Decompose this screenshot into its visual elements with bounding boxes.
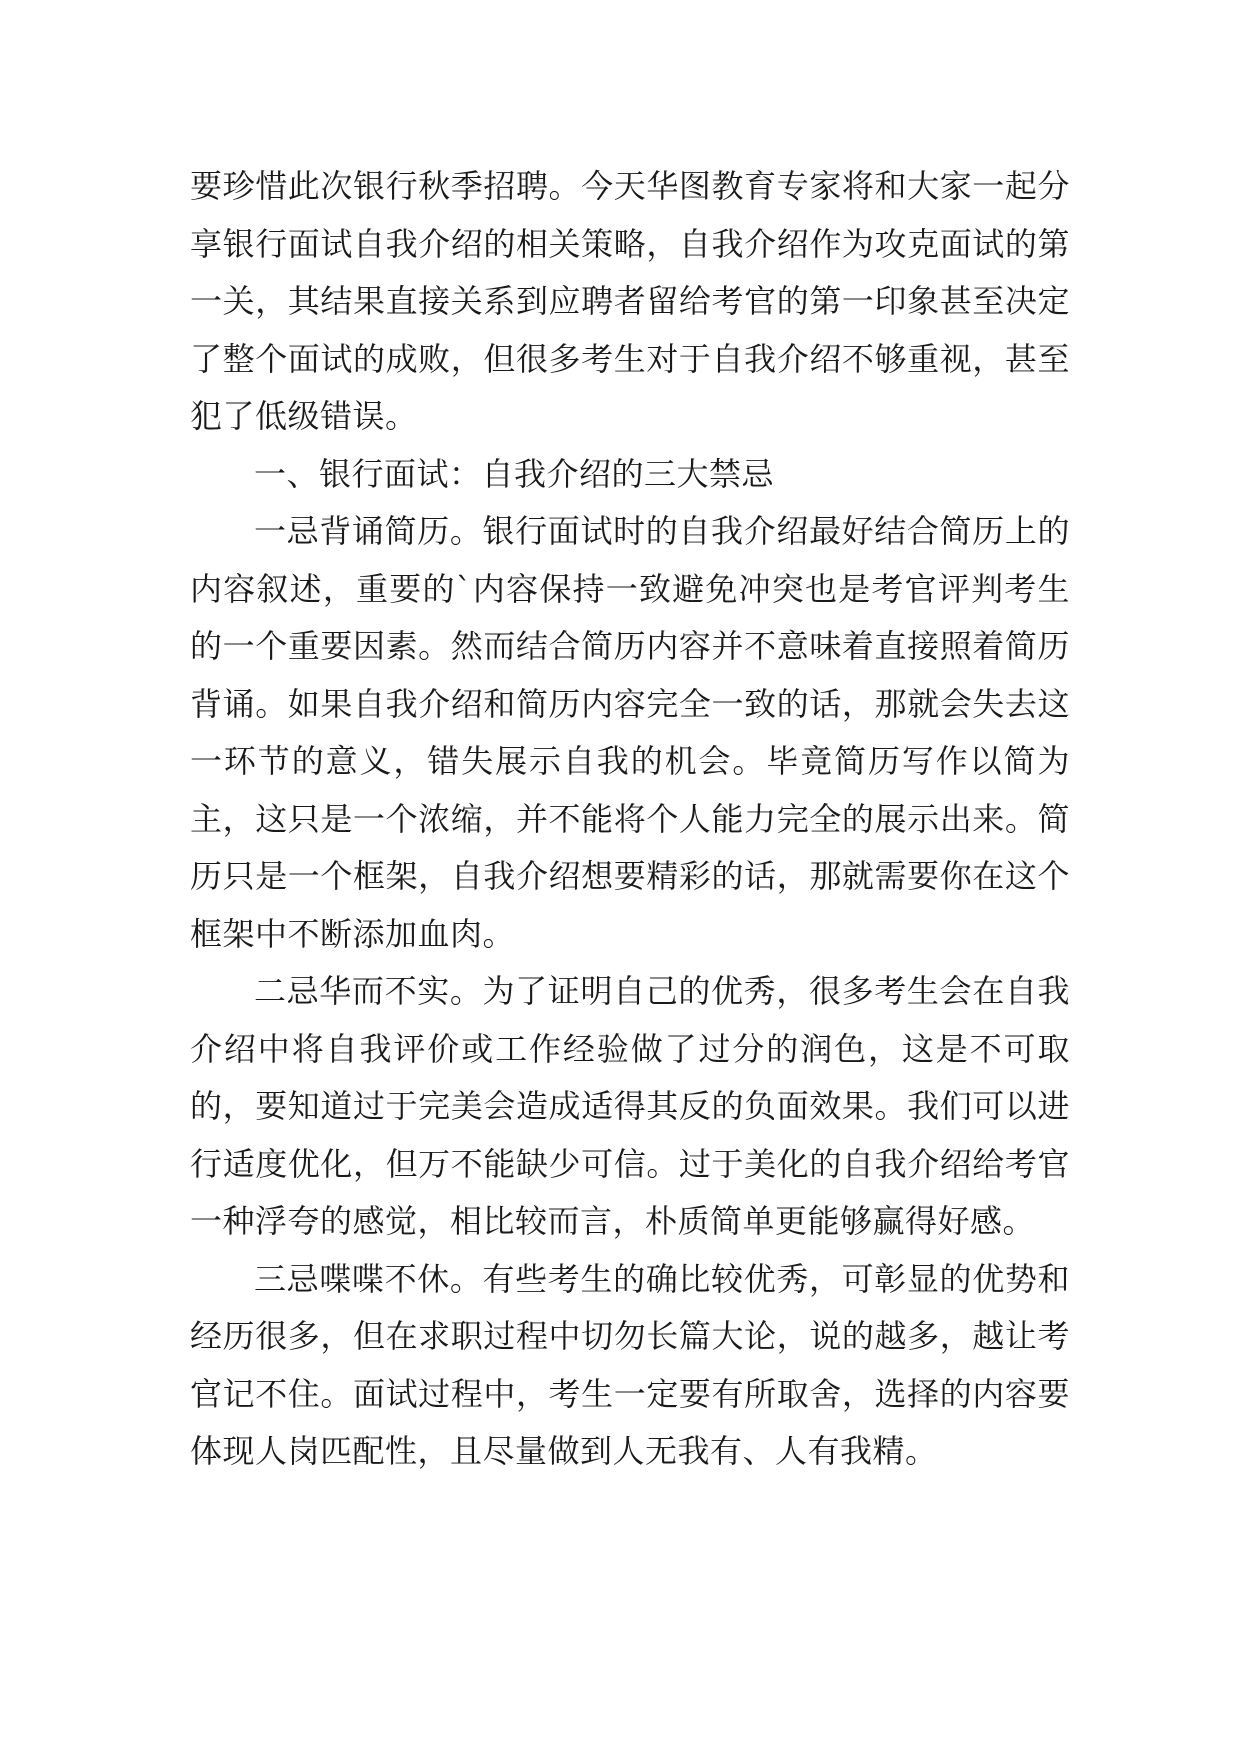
paragraph-taboo-2: 二忌华而不实。为了证明自己的优秀，很多考生会在自我介绍中将自我评价或工作经验做了过分的润色，这是不可取的，要知道过于完美会造成适得其反的负面效果。我们可以进行适度优化，但万不能缺少可信。过于美化的自我介绍给考官一种浮夸的感觉，相比较而言，朴质简单更能够赢得好感。	[190, 972, 1070, 1240]
document-body	[190, 158, 1070, 1481]
paragraph-taboo-1: 一忌背诵简历。银行面试时的自我介绍最好结合简历上的内容叙述，重要的`内容保持一致避免冲突也是考官评判考生的一个重要因素。然而结合简历内容并不意味着直接照着简历背诵。如果自我介绍和简历内容完全一致的话，那就会失去这一环节的意义，错失展示自我的机会。毕竟简历写作以简为主，这只是一个浓缩，并不能将个人能力完全的展示出来。简历只是一个框架，自我介绍想要精彩的话，那就需要你在这个框架中不断添加血肉。	[190, 512, 1070, 953]
paragraph-intro: 要珍惜此次银行秋季招聘。今天华图教育专家将和大家一起分享银行面试自我介绍的相关策略，自我介绍作为攻克面试的第一关，其结果直接关系到应聘者留给考官的第一印象甚至决定了整个面试的成败，但很多考生对于自我介绍不够重视，甚至犯了低级错误。	[190, 167, 1070, 435]
section-heading: 一、银行面试：自我介绍的三大禁忌	[254, 454, 775, 493]
paragraph-taboo-3: 三忌喋喋不休。有些考生的确比较优秀，可彰显的优势和经历很多，但在求职过程中切勿长篇大论，说的越多，越让考官记不住。面试过程中，考生一定要有所取舍，选择的内容要体现人岗匹配性，且尽量做到人无我有、人有我精。	[190, 1259, 1070, 1470]
